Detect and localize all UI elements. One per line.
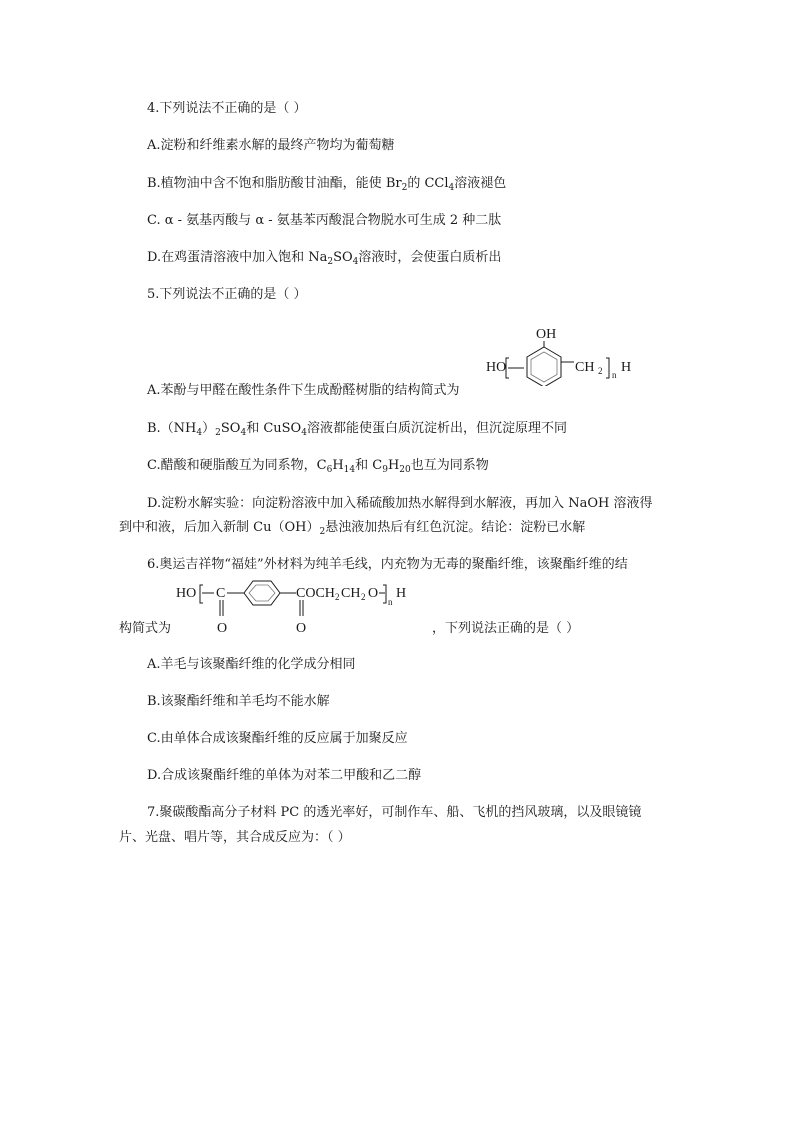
q5-option-d-line1: D.淀粉水解实验：向淀粉溶液中加入稀硫酸加热水解得到水解液，再加入 NaOH 溶液得 [147,496,653,511]
q4-stem: 4.下列说法不正确的是（ ） [147,101,307,116]
svg-text:O: O [217,621,228,636]
svg-text:2: 2 [598,366,603,376]
q6-option-c: C.由单体合成该聚酯纤维的反应属于加聚反应 [147,731,408,746]
svg-text:OH: OH [536,327,557,342]
svg-text:CH: CH [341,586,361,601]
svg-text:COCH: COCH [296,586,335,601]
svg-text:CH: CH [575,360,595,375]
svg-text:HO: HO [486,360,507,375]
svg-text:n: n [388,597,393,607]
q5-option-b: $B.(NH_4)_2SO_4$和 CuSO$_4$溶液都能使蛋白质沉淀析出，但沉淀原理不同 [147,421,567,438]
svg-text:H: H [396,586,407,601]
q7-stem-line2: 片、光盘、唱片等，其合成反应为：（ ） [119,830,351,845]
svg-text:H: H [621,360,632,375]
svg-text:n: n [612,370,617,380]
q4-option-c: C. α - 氨基丙酸与 α - 氨基苯丙酸混合物脱水可生成 2 种二肽 [147,213,502,228]
q6-stem-line2-left: 构简式为 [119,621,172,636]
q4-option-d: D.在鸡蛋清溶液中加入饱和 $Na_2SO_4$溶液时，会使蛋白质析出 [147,250,502,267]
q6-stem-line2-right: ，下列说法正确的是（ ） [432,621,580,636]
q5-option-c: C.醋酸和硬脂酸互为同系物，$C_6H_{14}$和 $C_9H_{20}$也互为同系物 [147,458,489,475]
svg-text:O: O [368,586,379,601]
q5-option-a: A.苯酚与甲醛在酸性条件下生成酚醛树脂的结构简式为 [147,383,460,398]
svg-text:HO: HO [176,586,197,601]
q4-option-b: B.植物油中含不饱和脂肪酸甘油酯，能使 $Br_2$的 CCl$_4$溶液褪色 [147,176,507,193]
svg-text:2: 2 [335,592,340,602]
q7-stem-line1: 7.聚碳酸酯高分子材料 PC 的透光率好，可制作车、船、飞机的挡风玻璃，以及眼镜镜 [147,805,642,820]
svg-text:2: 2 [361,592,366,602]
q5-stem: 5.下列说法不正确的是（ ） [147,287,307,302]
svg-text:C: C [216,586,226,601]
svg-text:O: O [296,621,307,636]
q6-option-b: B.该聚酯纤维和羊毛均不能水解 [147,694,330,709]
q4-option-a: A.淀粉和纤维素水解的最终产物均为葡萄糖 [147,138,395,153]
q5-option-d-line2: 到中和液，后加入新制 $Cu(OH)_2$悬浊液加热后有红色沉淀。结论：淀粉已水解 [119,520,586,537]
q6-option-d: D.合成该聚酯纤维的单体为对苯二甲酸和乙二醇 [147,768,422,783]
q6-option-a: A.羊毛与该聚酯纤维的化学成分相同 [147,657,356,672]
q6-stem-line1: 6.奥运吉祥物“福娃”外材料为纯羊毛线，内充物为无毒的聚酯纤维，该聚酯纤维的结 [147,557,628,572]
polyester-structure [174,577,444,639]
phenol-formaldehyde-structure [482,322,642,386]
